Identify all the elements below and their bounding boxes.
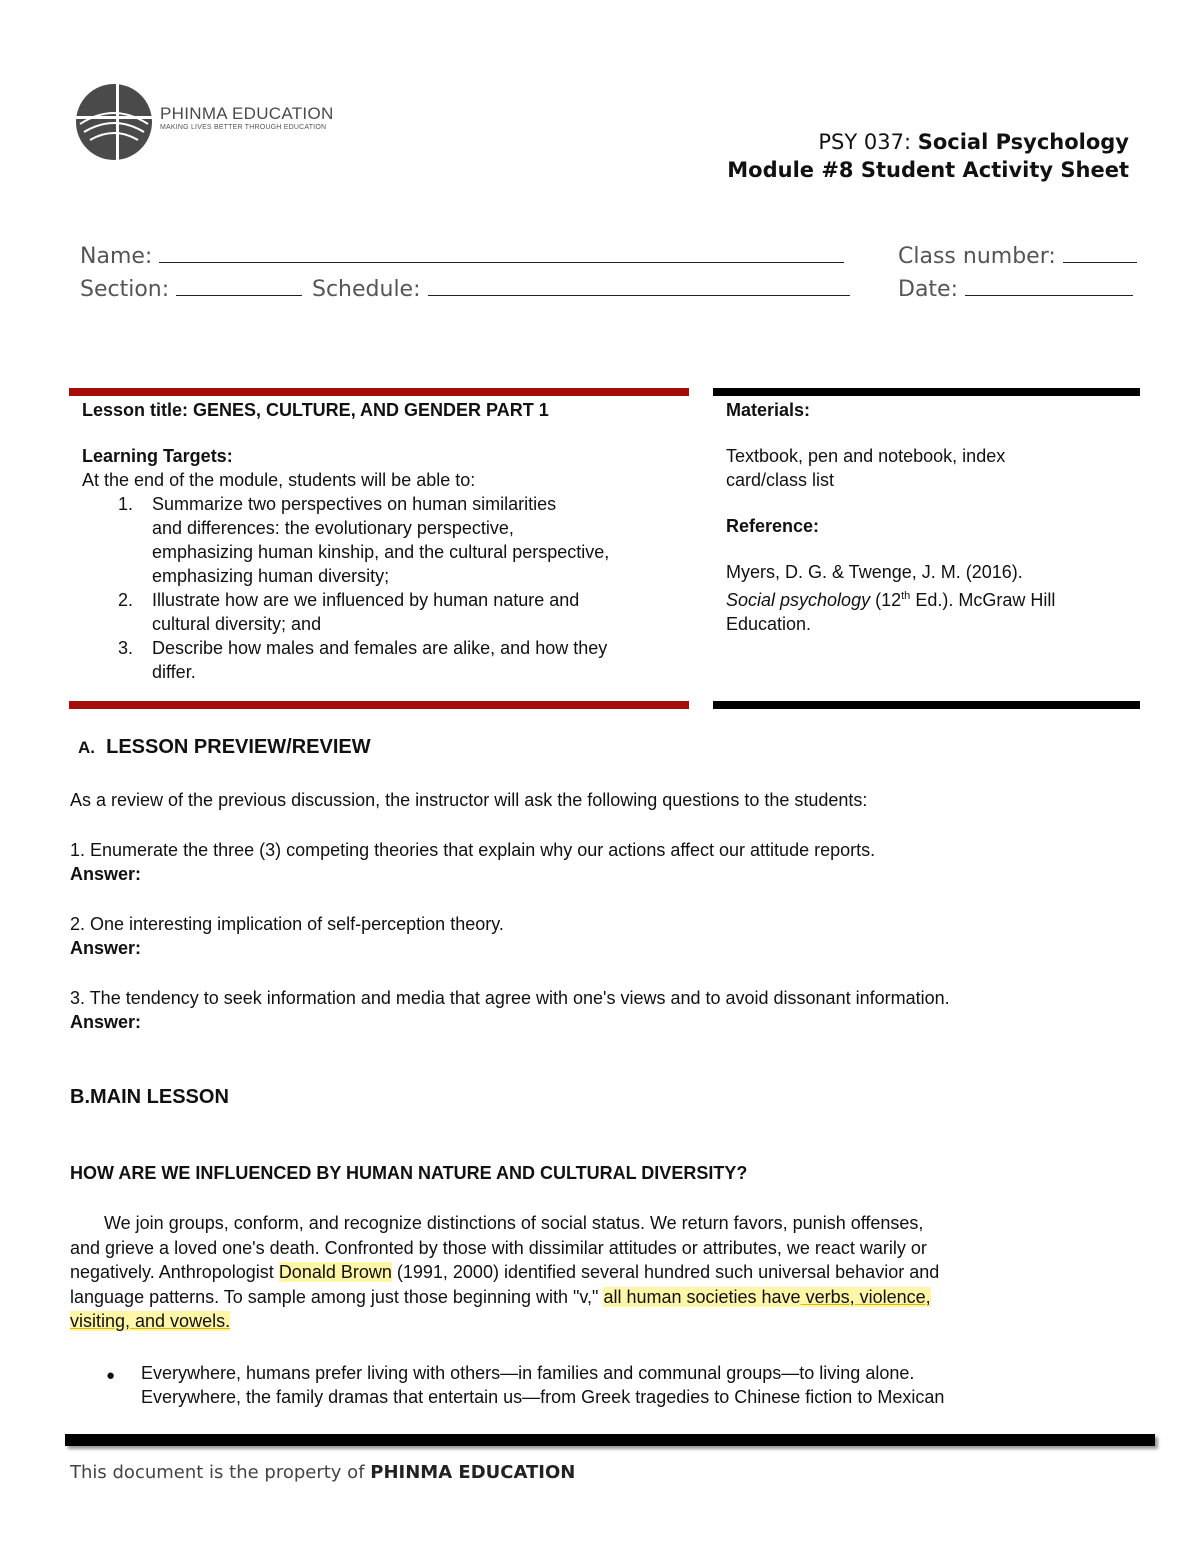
target-line: and differences: the evolutionary perspective,	[152, 518, 514, 538]
highlight-underlined-text: verbs, violence,	[800, 1287, 931, 1307]
target-line: Summarize two perspectives on human similarities	[152, 494, 557, 514]
footer-bar	[65, 1434, 1155, 1446]
target-line: emphasizing human diversity;	[152, 566, 390, 586]
name-field	[80, 240, 844, 269]
highlight-donald-brown: Donald Brown	[278, 1262, 392, 1282]
lesson-box-top-bar	[69, 388, 689, 396]
paragraph-text: negatively. Anthropologist	[70, 1262, 279, 1282]
target-line: differ.	[152, 662, 196, 682]
date-field	[898, 273, 1133, 302]
reference-line	[726, 584, 1136, 612]
logo-name: PHINMA EDUCATION	[160, 104, 334, 123]
schedule-blank[interactable]	[428, 273, 850, 296]
footer-statement: This document is the property of	[70, 1462, 365, 1483]
target-line: emphasizing human kinship, and the cultural perspective,	[152, 542, 610, 562]
section-b-heading: B.MAIN LESSON	[70, 1086, 229, 1108]
materials-box	[726, 398, 1136, 636]
paragraph-line-3	[70, 1260, 939, 1284]
materials-line: Textbook, pen and notebook, index	[726, 446, 1006, 466]
target-item-2	[82, 588, 687, 636]
course-title: Social Psychology	[917, 130, 1129, 154]
reference-publisher: Ed.). McGraw Hill	[910, 590, 1056, 610]
section-label: Section:	[80, 277, 170, 302]
target-number: 3.	[118, 638, 134, 658]
course-code: PSY 037:	[818, 130, 912, 154]
question-2: 2. One interesting implication of self-perception theory.	[70, 914, 504, 934]
footer-text	[70, 1462, 575, 1483]
module-title: Module #8 Student Activity Sheet	[727, 158, 1129, 182]
section-a-heading	[78, 736, 371, 759]
bullet-line-1: Everywhere, humans prefer living with others—in families and communal groups—to living alone.	[141, 1363, 915, 1383]
paragraph-line-4	[70, 1285, 931, 1309]
target-line: cultural diversity; and	[152, 614, 322, 634]
course-header	[818, 130, 1129, 154]
answer-label-1: Answer:	[70, 864, 142, 884]
materials-heading: Materials:	[726, 400, 811, 420]
schedule-label: Schedule:	[312, 277, 421, 302]
date-blank[interactable]	[965, 273, 1133, 296]
class-number-label: Class number:	[898, 244, 1056, 269]
section-blank[interactable]	[176, 273, 302, 296]
target-number: 1.	[118, 494, 134, 514]
section-a-title: LESSON PREVIEW/REVIEW	[106, 736, 371, 758]
materials-line: card/class list	[726, 470, 835, 490]
section-a-letter: A.	[78, 738, 95, 757]
phinma-logo-icon	[74, 82, 154, 162]
date-label: Date:	[898, 277, 958, 302]
paragraph-line-2: and grieve a loved one's death. Confronted by those with dissimilar attitudes or attributes, we react warily or	[70, 1238, 927, 1258]
bullet-icon: ●	[106, 1367, 116, 1384]
target-line: Illustrate how are we influenced by human nature and	[152, 590, 580, 610]
name-blank[interactable]	[159, 240, 844, 263]
reference-line: Myers, D. G. & Twenge, J. M. (2016).	[726, 562, 1023, 582]
lesson-box-bottom-bar	[69, 701, 689, 709]
highlight-underlined-text: visiting, and vowels.	[70, 1311, 231, 1331]
reference-line: Education.	[726, 614, 812, 634]
target-number: 2.	[118, 590, 134, 610]
reference-title: Social psychology	[726, 590, 871, 610]
target-item-1	[82, 492, 687, 588]
paragraph-text: language patterns. To sample among just those beginning with "v,"	[70, 1287, 604, 1307]
learning-targets-intro: At the end of the module, students will be able to:	[82, 470, 476, 490]
schedule-field	[312, 273, 850, 302]
section-b-subheading: HOW ARE WE INFLUENCED BY HUMAN NATURE AND CULTURAL DIVERSITY?	[70, 1163, 748, 1183]
class-number-field	[898, 240, 1137, 269]
reference-heading: Reference:	[726, 516, 820, 536]
paragraph-text: (1991, 2000) identified several hundred such universal behavior and	[391, 1262, 940, 1282]
target-line: Describe how males and females are alike, and how they	[152, 638, 608, 658]
paragraph-line-1: We join groups, conform, and recognize distinctions of social status. We return favors, punish offenses,	[104, 1213, 924, 1233]
target-item-3	[82, 636, 687, 684]
paragraph-line-5	[70, 1309, 230, 1333]
reference-edition: (12	[870, 590, 902, 610]
section-a-intro: As a review of the previous discussion, the instructor will ask the following questions to the students:	[70, 790, 868, 810]
materials-box-top-bar	[713, 388, 1140, 396]
answer-label-2: Answer:	[70, 938, 142, 958]
class-number-blank[interactable]	[1063, 240, 1137, 263]
bullet-line-2: Everywhere, the family dramas that entertain us—from Greek tragedies to Chinese fiction to Mexican	[141, 1387, 945, 1407]
materials-box-bottom-bar	[713, 701, 1140, 709]
learning-targets-list	[82, 492, 687, 684]
highlight-text: all human societies have	[603, 1287, 801, 1307]
logo-tagline: MAKING LIVES BETTER THROUGH EDUCATION	[160, 124, 327, 131]
section-field	[80, 273, 302, 302]
learning-targets-heading: Learning Targets:	[82, 446, 233, 466]
lesson-box	[82, 398, 687, 684]
lesson-title: Lesson title: GENES, CULTURE, AND GENDER PART 1	[82, 400, 549, 420]
reference-sup: th	[901, 590, 911, 602]
question-3: 3. The tendency to seek information and media that agree with one's views and to avoid dissonant information.	[70, 988, 950, 1008]
name-label: Name:	[80, 244, 153, 269]
question-1: 1. Enumerate the three (3) competing theories that explain why our actions affect our attitude reports.	[70, 840, 876, 860]
footer-org: PHINMA EDUCATION	[370, 1462, 576, 1483]
answer-label-3: Answer:	[70, 1012, 142, 1032]
